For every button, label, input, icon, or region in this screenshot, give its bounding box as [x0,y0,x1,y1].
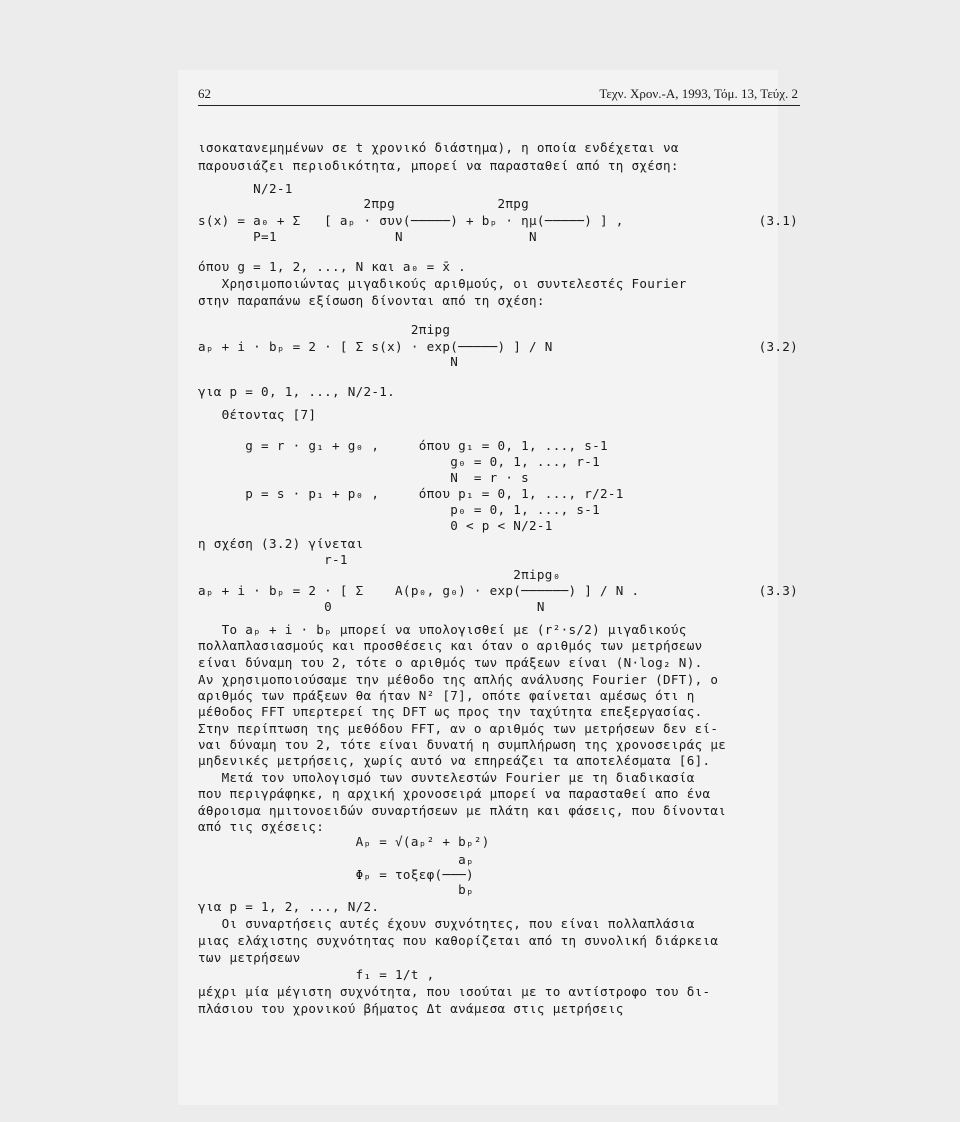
equation-line: f₁ = 1/t , [198,967,435,982]
running-header: Τεχν. Χρον.-Α, 1993, Τόμ. 13, Τεύχ. 2 [599,86,798,101]
equation-line: Aₚ = √(aₚ² + bₚ²) [198,834,490,849]
equation-number: (3.1) [758,213,798,228]
text-line: aₚ [198,852,474,867]
equation-line: Φₚ = τοξεφ(───) [198,867,474,882]
text-line: άθροισμα ημιτονοειδών συναρτήσεων με πλάτη και φάσεις, που δίνονται [198,803,727,818]
text-line: 2πipg₀ [198,567,561,582]
text-line: μιας ελάχιστης συχνότητας που καθορίζεται από τη συνολική διάρκεια [198,933,719,948]
text-line: Στην περίπτωση της μεθόδου FFT, αν ο αριθμός των μετρήσεων δεν εί- [198,721,719,736]
text-line: g = r · g₁ + g₀ , όπου g₁ = 0, 1, ..., s-1 [198,438,608,453]
text-line: p₀ = 0, 1, ..., s-1 [198,502,600,517]
text-line: είναι δύναμη του 2, τότε ο αριθμός των πράξεων είναι (N·log₂ N). [198,655,703,670]
text-line: p = s · p₁ + p₀ , όπου p₁ = 0, 1, ..., r/2-1 [198,486,624,501]
equation-number: (3.3) [758,583,798,598]
text-line: για p = 0, 1, ..., N/2-1. [198,384,396,399]
text-line: N [198,354,459,369]
text-line: η σχέση (3.2) γίνεται [198,536,364,551]
text-line: Χρησιμοποιώντας μιγαδικούς αριθμούς, οι συντελεστές Fourier [198,276,687,291]
equation-line: aₚ + i · bₚ = 2 · [ Σ A(p₀, g₀) · exp(──────) ] / N . [198,583,640,598]
text-line: αριθμός των πράξεων θα ήταν N² [7], οπότε φαίνεται αμέσως ότι η [198,688,695,703]
text-line: ναι δύναμη του 2, τότε είναι δυνατή η συμπλήρωση της χρονοσειράς με [198,737,727,752]
text-line: g₀ = 0, 1, ..., r-1 [198,454,600,469]
text-line: Θέτοντας [7] [198,407,317,422]
text-line: 0 N [198,599,545,614]
text-line: N = r · s [198,470,530,485]
text-line: 2πpg 2πpg [198,196,530,211]
text-line: των μετρήσεων [198,950,301,965]
text-line: που περιγράφηκε, η αρχική χρονοσειρά μπορεί να παρασταθεί απο ένα [198,786,711,801]
text-line: 0 < p < N/2-1 [198,518,553,533]
text-line: στην παραπάνω εξίσωση δίνονται από τη σχέση: [198,293,545,308]
text-line: μέθοδος FFT υπερτερεί της DFT ως προς την ταχύτητα επεξεργασίας. [198,704,703,719]
equation-line: aₚ + i · bₚ = 2 · [ Σ s(x) · exp(─────) ] / N [198,339,553,354]
equation-number: (3.2) [758,339,798,354]
text-line: Το aₚ + i · bₚ μπορεί να υπολογισθεί με (r²·s/2) μιγαδικούς [198,622,687,637]
text-line: r-1 [198,552,348,567]
text-line: 2πipg [198,322,451,337]
header-rule [198,105,800,106]
text-line: παρουσιάζει περιοδικότητα, μπορεί να παρασταθεί από τη σχέση: [198,158,679,173]
text-line: μέχρι μία μέγιστη συχνότητα, που ισούται με το αντίστροφο του δι- [198,984,711,999]
text-line: πλάσιου του χρονικού βήματος Δt ανάμεσα στις μετρήσεις [198,1001,624,1016]
text-line: ισοκατανεμημένων σε t χρονικό διάστημα), η οποία ενδέχεται να [198,140,679,155]
text-line: όπου g = 1, 2, ..., N και a₀ = x̄ . [198,259,466,274]
text-line: Οι συναρτήσεις αυτές έχουν συχνότητες, που είναι πολλαπλάσια [198,916,695,931]
text-line: για p = 1, 2, ..., N/2. [198,899,380,914]
text-line: N/2-1 [198,181,293,196]
text-line: από τις σχέσεις: [198,819,325,834]
text-line: P=1 N N [198,229,537,244]
text-line: Αν χρησιμοποιούσαμε την μέθοδο της απλής ανάλυσης Fourier (DFT), ο [198,672,719,687]
text-line: bₚ [198,882,474,897]
text-line: Μετά τον υπολογισμό των συντελεστών Fourier με τη διαδικασία [198,770,695,785]
equation-line: s(x) = a₀ + Σ [ aₚ · συν(─────) + bₚ · ημ(─────) ] , [198,213,624,228]
page-number: 62 [198,86,211,101]
text-line: πολλαπλασιασμούς και προσθέσεις και όταν ο αριθμός των μετρήσεων [198,638,703,653]
text-line: μηδενικές μετρήσεις, χωρίς αυτό να επηρεάζει τα αποτελέσματα [6]. [198,753,711,768]
